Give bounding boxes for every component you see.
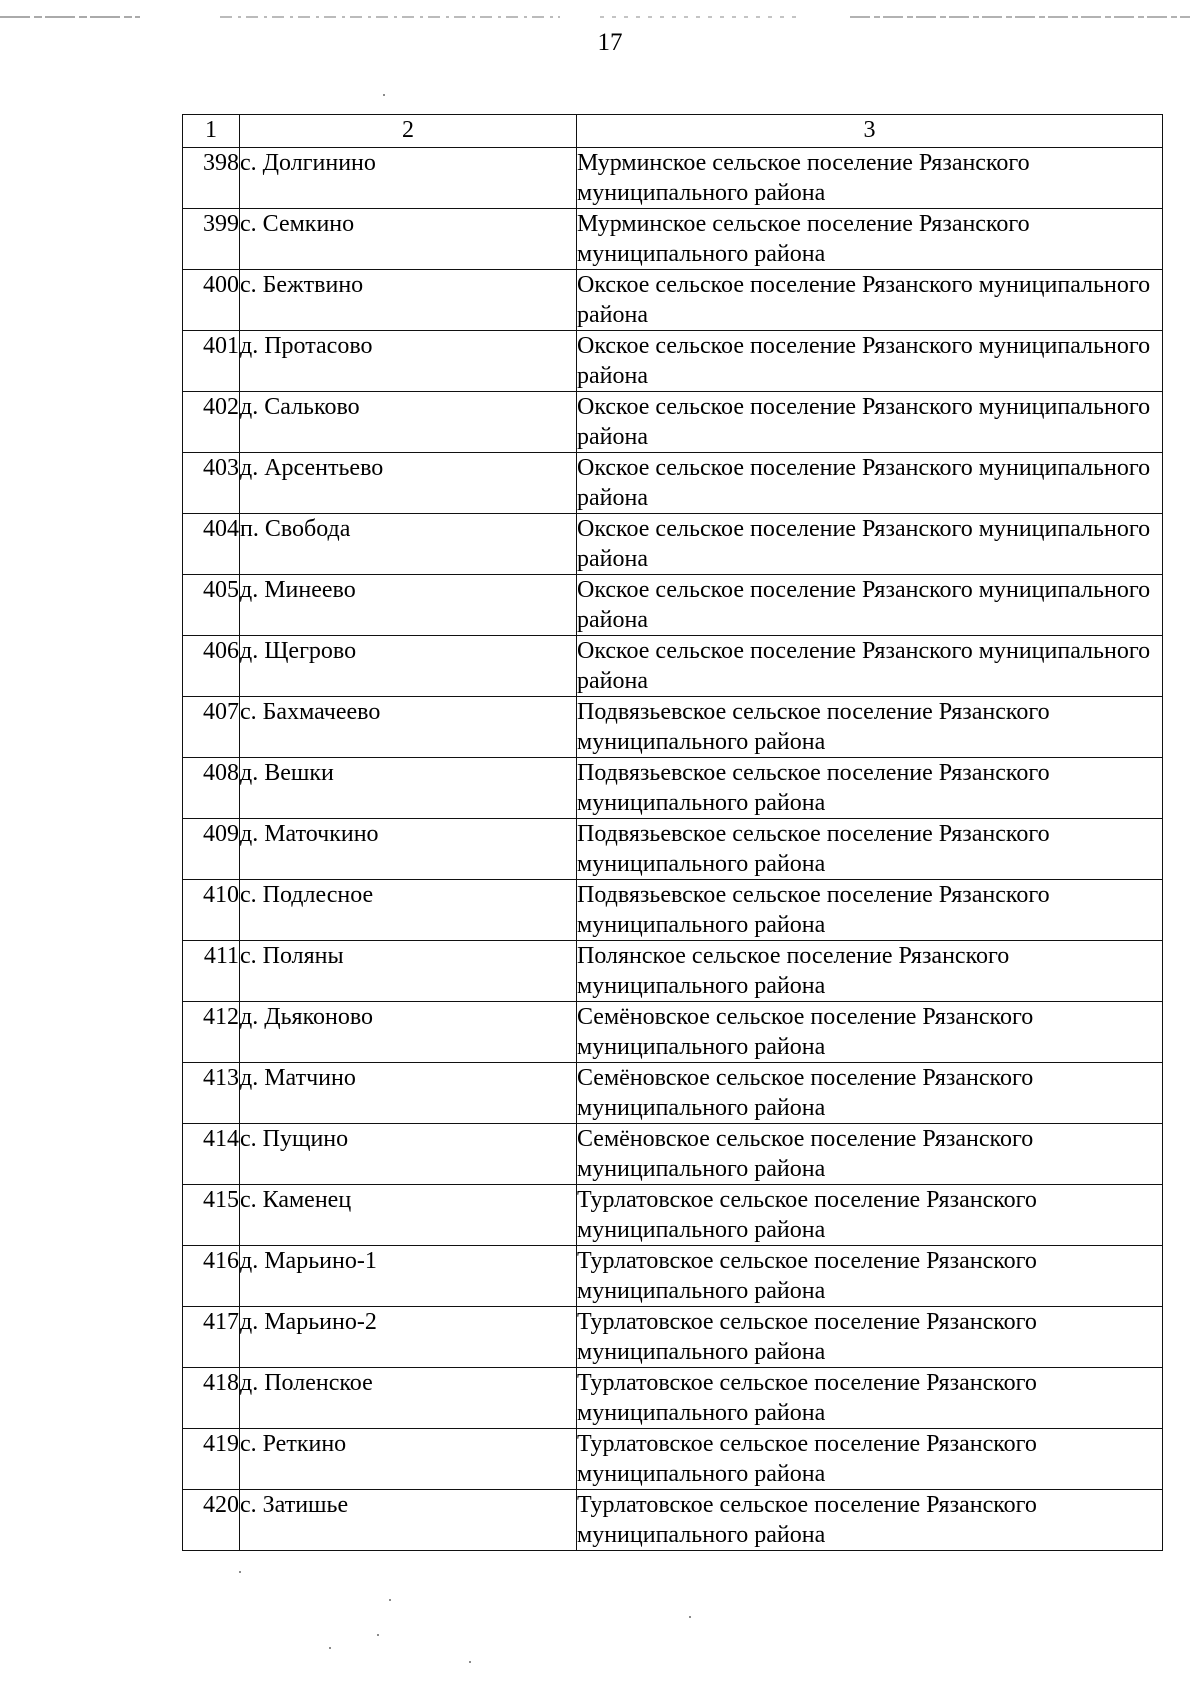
- municipal-settlement: Турлатовское сельское поселение Рязанского муниципального района: [577, 1246, 1163, 1307]
- municipal-settlement: Окское сельское поселение Рязанского муниципального района: [577, 453, 1163, 514]
- municipal-settlement: Окское сельское поселение Рязанского муниципального района: [577, 331, 1163, 392]
- municipal-settlement: Окское сельское поселение Рязанского муниципального района: [577, 575, 1163, 636]
- settlement-name: д. Поленское: [240, 1368, 577, 1429]
- column-header-3: 3: [577, 115, 1163, 148]
- row-number: 404: [183, 514, 240, 575]
- row-number: 405: [183, 575, 240, 636]
- settlement-name: с. Подлесное: [240, 880, 577, 941]
- settlement-name: д. Матчино: [240, 1063, 577, 1124]
- row-number: 418: [183, 1368, 240, 1429]
- municipal-settlement: Семёновское сельское поселение Рязанского муниципального района: [577, 1002, 1163, 1063]
- column-header-1: 1: [183, 115, 240, 148]
- row-number: 400: [183, 270, 240, 331]
- settlement-name: д. Сальково: [240, 392, 577, 453]
- settlement-name: д. Марьино-2: [240, 1307, 577, 1368]
- municipal-settlement: Турлатовское сельское поселение Рязанского муниципального района: [577, 1185, 1163, 1246]
- municipal-settlement: Семёновское сельское поселение Рязанского муниципального района: [577, 1063, 1163, 1124]
- settlement-name: с. Поляны: [240, 941, 577, 1002]
- settlement-name: д. Маточкино: [240, 819, 577, 880]
- settlement-name: д. Дьяконово: [240, 1002, 577, 1063]
- row-number: 401: [183, 331, 240, 392]
- municipal-settlement: Турлатовское сельское поселение Рязанского муниципального района: [577, 1490, 1163, 1551]
- settlement-name: с. Затишье: [240, 1490, 577, 1551]
- row-number: 406: [183, 636, 240, 697]
- settlement-name: с. Пущино: [240, 1124, 577, 1185]
- row-number: 412: [183, 1002, 240, 1063]
- settlement-name: д. Минеево: [240, 575, 577, 636]
- municipal-settlement: Семёновское сельское поселение Рязанского муниципального района: [577, 1124, 1163, 1185]
- settlement-name: д. Арсентьево: [240, 453, 577, 514]
- municipal-settlement: Окское сельское поселение Рязанского муниципального района: [577, 514, 1163, 575]
- row-number: 415: [183, 1185, 240, 1246]
- row-number: 409: [183, 819, 240, 880]
- row-number: 398: [183, 148, 240, 209]
- row-number: 420: [183, 1490, 240, 1551]
- row-number: 407: [183, 697, 240, 758]
- municipal-settlement: Подвязьевское сельское поселение Рязанского муниципального района: [577, 697, 1163, 758]
- municipal-settlement: Полянское сельское поселение Рязанского муниципального района: [577, 941, 1163, 1002]
- settlement-name: с. Долгинино: [240, 148, 577, 209]
- row-number: 403: [183, 453, 240, 514]
- municipal-settlement: Турлатовское сельское поселение Рязанского муниципального района: [577, 1307, 1163, 1368]
- row-number: 419: [183, 1429, 240, 1490]
- settlement-name: д. Протасово: [240, 331, 577, 392]
- settlement-name: с. Семкино: [240, 209, 577, 270]
- row-number: 402: [183, 392, 240, 453]
- settlement-name: д. Марьино-1: [240, 1246, 577, 1307]
- municipal-settlement: Мурминское сельское поселение Рязанского муниципального района: [577, 209, 1163, 270]
- column-header-2: 2: [240, 115, 577, 148]
- municipal-settlement: Подвязьевское сельское поселение Рязанского муниципального района: [577, 819, 1163, 880]
- row-number: 416: [183, 1246, 240, 1307]
- settlement-name: п. Свобода: [240, 514, 577, 575]
- row-number: 417: [183, 1307, 240, 1368]
- row-number: 413: [183, 1063, 240, 1124]
- row-number: 411: [183, 941, 240, 1002]
- municipal-settlement: Окское сельское поселение Рязанского муниципального района: [577, 270, 1163, 331]
- settlement-name: с. Бахмачеево: [240, 697, 577, 758]
- settlement-name: д. Вешки: [240, 758, 577, 819]
- settlement-name: с. Каменец: [240, 1185, 577, 1246]
- settlement-name: с. Бежтвино: [240, 270, 577, 331]
- row-number: 408: [183, 758, 240, 819]
- municipal-settlement: Турлатовское сельское поселение Рязанского муниципального района: [577, 1429, 1163, 1490]
- settlement-name: с. Реткино: [240, 1429, 577, 1490]
- row-number: 410: [183, 880, 240, 941]
- municipal-settlement: Турлатовское сельское поселение Рязанского муниципального района: [577, 1368, 1163, 1429]
- municipal-settlement: Окское сельское поселение Рязанского муниципального района: [577, 392, 1163, 453]
- row-number: 399: [183, 209, 240, 270]
- municipal-settlement: Мурминское сельское поселение Рязанского муниципального района: [577, 148, 1163, 209]
- row-number: 414: [183, 1124, 240, 1185]
- municipal-settlement: Окское сельское поселение Рязанского муниципального района: [577, 636, 1163, 697]
- municipal-settlement: Подвязьевское сельское поселение Рязанского муниципального района: [577, 880, 1163, 941]
- settlement-name: д. Щегрово: [240, 636, 577, 697]
- page-number-text: 17: [597, 29, 623, 56]
- municipal-settlement: Подвязьевское сельское поселение Рязанского муниципального района: [577, 758, 1163, 819]
